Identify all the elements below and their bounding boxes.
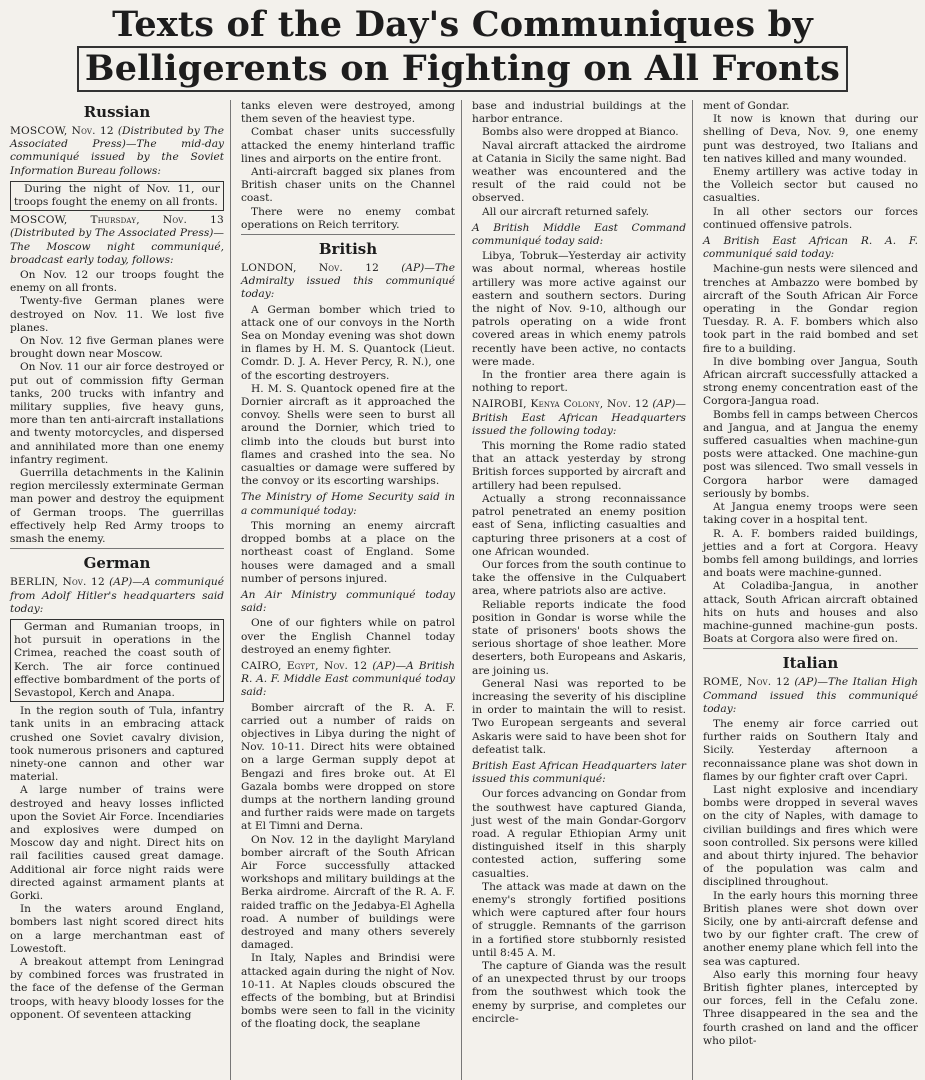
dateline-text: A British Middle East Command communiqué today said: (472, 221, 686, 248)
dateline-city: ROME, Nov. 12 (703, 676, 790, 689)
dateline-city: LONDON, Nov. 12 (241, 262, 380, 275)
paragraph: One of our fighters while on patrol over the English Channel today destroyed an enemy fighter. (241, 617, 455, 656)
paragraph: General Nasi was reported to be increasing the severity of his discipline in order to maintain the will to resist. Two European sergeants and several Askaris were said to have been shot for defeatist talk. (472, 677, 686, 756)
column-2 (231, 100, 462, 1080)
dateline-text: An Air Ministry communiqué today said: (241, 588, 455, 615)
section-heading: Italian (703, 648, 918, 673)
paragraph: In Italy, Naples and Brindisi were attacked again during the night of Nov. 10-11. At Naples clouds obscured the effects of the bombing, but at Brindisi bombs were seen to fall in the vicinity of the floating dock, the seaplane (241, 952, 455, 1031)
paragraph: On Nov. 12 in the daylight Maryland bomber aircraft of the South African Air Force successfully attacked workshops and military buildings at the Berka airdrome. Aircraft of the R. A. F. raided traffic on the Jedabya-El Aghella road. A number of buildings were destroyed and many others severely damaged. (241, 833, 455, 952)
paragraph: Bombs fell in camps between Chercos and Jangua, and at Jangua the enemy suffered casualties when machine-gun posts were attacked. One machine-gun post was silenced. Two small vessels in Corgora harbor were damaged seriously by bombs. (703, 408, 918, 500)
dateline (241, 262, 455, 302)
paragraph: Machine-gun nests were silenced and trenches at Ambazzo were bombed by aircraft of the South African Air Force operating in the Gondar region Tuesday. R. A. F. bombers which also took part in the raid bombed and set fire to a building. (703, 263, 918, 355)
paragraph: Combat chaser units successfully attacked the enemy hinterland traffic lines and airports on the entire front. (241, 126, 455, 165)
paragraph: Also early this morning four heavy British fighter planes, intercepted by our forces, fell in the Cefalu zone. Three disappeared in the sea and the fourth crashed on land and the officer who pilot- (703, 968, 918, 1047)
dateline (241, 491, 455, 517)
paragraph: On Nov. 11 our air force destroyed or put out of commission fifty German tanks, 200 trucks with infantry and military supplies, five heavy guns, more than ten anti-aircraft installations and twenty motorcycles, and dispersed and annihilated more than one enemy infantry regiment. (10, 361, 224, 466)
dateline (703, 235, 918, 261)
paragraph: In dive bombing over Jangua, South African aircraft successfully attacked a strong enemy concentration east of the Corgora-Jangua road. (703, 355, 918, 408)
dateline-city: CAIRO, Egypt, Nov. 12 (241, 659, 368, 672)
paragraph: The attack was made at dawn on the enemy's strongly fortified positions which were captured after four hours of struggle. Remnants of the garrison in a fortified store stubbornly resisted until 8:45 A. M. (472, 880, 686, 959)
paragraph: It now is known that during our shelling of Deva, Nov. 9, one enemy punt was destroyed, two Italians and ten natives killed and many wounded. (703, 113, 918, 165)
paragraph: A breakout attempt from Leningrad by combined forces was frustrated in the face of the defense of the German troops, with heavy bloody losses for the opponent. Of seventeen attacking (10, 955, 224, 1021)
dateline-text: A British East African R. A. F. communiqué said today: (703, 235, 918, 261)
dateline (472, 760, 686, 786)
paragraph: In all other sectors our forces continued offensive patrols. (703, 205, 918, 231)
paragraph: A large number of trains were destroyed and heavy losses inflicted upon the Soviet Air Force. Incendiaries and explosives were dumped on Moscow day and night. Direct hits on rail facilities caused great damage. Additional air force night raids were directed against armament plants at Gorki. (10, 784, 224, 902)
paragraph: ment of Gondar. (703, 100, 790, 112)
paragraph: Guerrilla detachments in the Kalinin region mercilessly exterminate German man power and destroy the equipment of German troops. The guerrillas effectively help Red Army troops to smash the enemy. (10, 467, 224, 546)
headline-line-1: Texts of the Day's Communiques by (112, 4, 813, 45)
paragraph: base and industrial buildings at the harbor entrance. (472, 100, 686, 126)
paragraph: tanks eleven were destroyed, among them seven of the heaviest type. (241, 100, 455, 126)
paragraph: In the region south of Tula, infantry tank units in an embracing attack crushed one Soviet cavalry division, took numerous prisoners and captured ninety-one cannon and other war material. (10, 705, 224, 784)
dateline-text: (AP)—The Admiralty issued this communiqué today: (241, 262, 455, 301)
paragraph: Bomber aircraft of the R. A. F. carried out a number of raids on objectives in Libya during the night of Nov. 10-11. Direct hits were obtained on a large German supply depot at Bengazi and fires broke out. At El Gazala bombs were dropped on store dumps at the northern landing ground and further raids were made on targets at El Timni and Derna. (241, 701, 455, 833)
section-heading: Russian (83, 103, 151, 121)
dateline-text: (AP)—British East African Headquarters issued the following today: (472, 398, 686, 437)
dateline-text: (Distributed by The Associated Press)—The Moscow night communiqué, broadcast early today, follows: (10, 227, 224, 266)
dateline-text: (AP)—The Italian High Command issued this communiqué today: (703, 676, 918, 715)
dateline-city: MOSCOW, Thursday, Nov. 13 (10, 214, 224, 227)
paragraph: R. A. F. bombers raided buildings, jetties and a fort at Corgora. Heavy bombs fell among buildings, and lorries and boats were machine-gunned. (703, 527, 918, 580)
dateline (10, 576, 224, 616)
paragraph: Our forces advancing on Gondar from the southwest have captured Gianda, just west of the main Gondar-Gorgorv road. A regular Ethiopian Army unit distinguished itself in this sharply contested action, suffering some casualties. (472, 788, 686, 880)
paragraph: On Nov. 12 our troops fought the enemy on all fronts. (10, 269, 224, 295)
headline-line-2: Belligerents on Fighting on All Fronts (77, 46, 848, 92)
paragraph: All our aircraft returned safely. (482, 205, 650, 218)
dateline (10, 125, 224, 178)
dateline (241, 589, 455, 615)
paragraph: During the night of Nov. 11, our troops fought the enemy on all fronts. (10, 181, 224, 211)
paragraph: Last night explosive and incendiary bombs were dropped in several waves on the city of Naples, with damage to civilian buildings and fires which were soon controlled. Six persons were killed and about thirty injured. The behavior of the population was calm and disciplined throughout. (703, 783, 918, 889)
paragraph: The capture of Gianda was the result of an unexpected thrust by our troops from the southwest which took the enemy by surprise, and completes our encircle- (472, 960, 686, 1025)
column-3 (462, 100, 693, 1080)
paragraph: In the waters around England, bombers last night scored direct hits on a large merchantman east of Lowestoft. (10, 903, 224, 955)
paragraph: This morning an enemy aircraft dropped bombs at a place on the northeast coast of England. Some houses were damaged and a small number of persons injured. (241, 519, 455, 585)
dateline-text: (Distributed by The Associated Press)—The mid-day communiqué issued by the Soviet Information Bureau follows: (10, 125, 224, 177)
column-4 (693, 100, 924, 1080)
paragraph: Enemy artillery was active today in the Volleich sector but caused no casualties. (703, 166, 918, 205)
dateline-city: BERLIN, Nov. 12 (10, 576, 105, 589)
dateline-city: MOSCOW, Nov. 12 (10, 125, 114, 137)
paragraph: H. M. S. Quantock opened fire at the Dornier aircraft as it approached the convoy. Shells were seen to burst all around the Dornier, which tried to climb into the clouds but burst into flames and crashed into the sea. No casualties or damage were suffered by the convoy or its escorting warships. (241, 382, 455, 488)
paragraph: Our forces from the south continue to take the offensive in the Culquabert area, where patriots also are active. (472, 558, 686, 598)
paragraph: In the frontier area there again is nothing to report. (472, 369, 686, 395)
dateline (472, 222, 686, 248)
headline (0, 0, 925, 92)
paragraph: A German bomber which tried to attack one of our convoys in the North Sea on Monday evening was shot down in flames by H. M. S. Quantock (Lieut. Comdr. D. J. A. Hever Percy, R. N.), one of the escorting destroyers. (241, 303, 455, 382)
dateline (703, 676, 918, 716)
paragraph: Naval aircraft attacked the airdrome at Catania in Sicily the same night. Bad weather was encountered and the result of the raid could not be observed. (472, 139, 686, 205)
paragraph: The enemy air force carried out further raids on Southern Italy and Sicily. Yesterday afternoon a reconnaissance plane was shot down in flames by our fighter craft over Capri. (703, 717, 918, 783)
dateline (10, 214, 224, 267)
section-heading: British (241, 234, 455, 259)
paragraph: Libya, Tobruk—Yesterday air activity was about normal, whereas hostile artillery was more active against our eastern and southern sectors. During the night of Nov. 9-10, although our patrols operating on a wide front covered areas in which enemy patrols recently have been active, no contacts were made. (472, 250, 686, 368)
dateline-city: NAIROBI, Kenya Colony, Nov. 12 (472, 398, 649, 411)
dateline (241, 660, 455, 700)
paragraph: At Jangua enemy troops were seen taking cover in a hospital tent. (703, 501, 918, 527)
paragraph: On Nov. 12 five German planes were brought down near Moscow. (10, 335, 224, 361)
column-1 (0, 100, 231, 1080)
paragraph: Anti-aircraft bagged six planes from British chaser units on the Channel coast. (241, 166, 455, 205)
paragraph: Twenty-five German planes were destroyed on Nov. 11. We lost five planes. (10, 295, 224, 334)
paragraph: This morning the Rome radio stated that an attack yesterday by strong British forces supported by aircraft and artillery had been repulsed. (472, 440, 686, 492)
dateline (472, 398, 686, 438)
dateline-text: The Ministry of Home Security said in a communiqué today: (241, 491, 455, 517)
paragraph: Actually a strong reconnaissance patrol penetrated an enemy position east of Sena, inflicting casualties and capturing three prisoners at a cost of one African wounded. (472, 492, 686, 558)
paragraph: German and Rumanian troops, in hot pursuit in operations in the Crimea, reached the coast south of Kerch. The air force continued effective bombardment of the ports of Sevastopol, Kerch and Anapa. (10, 619, 224, 702)
dateline-text: (AP)—A British R. A. F. Middle East communiqué today said: (241, 659, 455, 699)
paragraph: At Coladiba-Jangua, in another attack, South African aircraft obtained hits on huts and houses and also machine-gunned machine-gun posts. Boats at Corgora also were fired on. (703, 580, 918, 646)
dateline-text: British East African Headquarters later issued this communiqué: (472, 759, 686, 786)
paragraph: There were no enemy combat operations on Reich territory. (241, 205, 455, 231)
dateline-text: (AP)—A communiqué from Adolf Hitler's headquarters said today: (10, 576, 224, 615)
paragraph: Bombs also were dropped at Bianco. (482, 126, 679, 139)
paragraph: In the early hours this morning three British planes were shot down over Sicily, one by anti-aircraft defense and two by our fighter craft. The crew of another enemy plane which fell into the sea was captured. (703, 889, 918, 968)
paragraph: Reliable reports indicate the food position in Gondar is worse while the state of prisoners' boots shows the serious shortage of shoe leather. More deserters, both Europeans and Askaris, are joining us. (472, 598, 686, 677)
section-heading: German (10, 548, 224, 573)
article-columns (0, 100, 925, 1080)
